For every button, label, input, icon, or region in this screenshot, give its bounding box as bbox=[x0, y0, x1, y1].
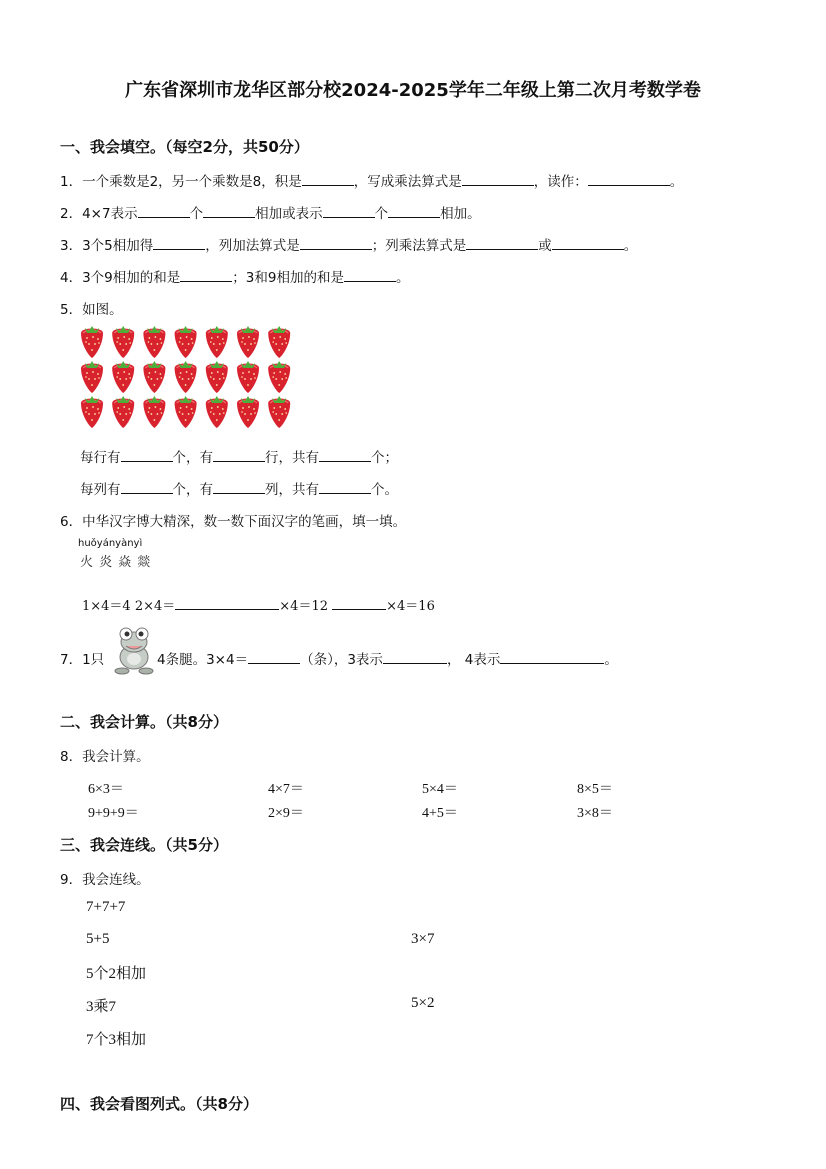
match-left-item[interactable]: 3乘7 bbox=[86, 999, 117, 1015]
strawberry-icon bbox=[237, 361, 259, 393]
strawberry-icon bbox=[206, 326, 228, 358]
q3-text-e: 。 bbox=[623, 238, 638, 254]
strawberry-icon bbox=[143, 326, 165, 358]
q6-eq-a: 1×4＝4 2×4＝ bbox=[82, 599, 176, 614]
q5-text: 行，共有 bbox=[265, 450, 319, 466]
q2-text-d: 个 bbox=[374, 206, 389, 222]
strawberry-grid bbox=[76, 324, 296, 432]
strawberry-icon bbox=[206, 361, 228, 393]
calc-item: 4+5＝ bbox=[422, 806, 458, 821]
answer-blank[interactable] bbox=[121, 479, 173, 494]
q5-column-line bbox=[80, 478, 398, 498]
answer-blank[interactable] bbox=[180, 267, 232, 282]
q4-text-c: 。 bbox=[395, 270, 410, 286]
match-left-item[interactable]: 7+7+7 bbox=[86, 899, 126, 915]
q4-text-b: ；3和9相加的和是 bbox=[232, 270, 344, 286]
answer-blank[interactable] bbox=[500, 649, 604, 664]
answer-blank[interactable] bbox=[466, 235, 538, 250]
strawberry-icon bbox=[81, 326, 103, 358]
section-heading-3: 三、我会连线。（共5分） bbox=[60, 836, 228, 854]
q7-text-b: 4条腿。3×4＝ bbox=[157, 652, 249, 668]
match-right-item[interactable]: 5×2 bbox=[411, 995, 435, 1011]
answer-blank[interactable] bbox=[344, 267, 396, 282]
answer-blank[interactable] bbox=[388, 203, 440, 218]
q2-text-c: 相加或表示 bbox=[255, 206, 323, 222]
q6-equations bbox=[82, 595, 435, 614]
match-left-item[interactable]: 5个2相加 bbox=[86, 966, 147, 982]
strawberry-icon bbox=[112, 326, 134, 358]
answer-blank[interactable] bbox=[588, 171, 670, 186]
question-3 bbox=[60, 234, 637, 254]
page-title: 广东省深圳市龙华区部分校2024-2025学年二年级上第二次月考数学卷 bbox=[125, 80, 701, 101]
question-5: 5．如图。 bbox=[60, 302, 123, 318]
answer-blank[interactable] bbox=[462, 171, 534, 186]
question-4 bbox=[60, 266, 409, 286]
q7-text-e: 。 bbox=[604, 652, 618, 668]
calc-item: 4×7＝ bbox=[268, 782, 304, 797]
calc-item: 6×3＝ bbox=[88, 782, 124, 797]
question-2 bbox=[60, 202, 481, 222]
strawberry-icon bbox=[237, 396, 259, 428]
q1-text-a: 1．一个乘数是2，另一个乘数是8，积是 bbox=[60, 174, 302, 190]
match-left-item[interactable]: 5+5 bbox=[86, 931, 110, 947]
pinyin-line: huǒyányànyì bbox=[78, 538, 143, 549]
strawberry-icon bbox=[206, 396, 228, 428]
question-1 bbox=[60, 170, 683, 190]
question-6: 6．中华汉字博大精深，数一数下面汉字的笔画，填一填。 bbox=[60, 514, 407, 530]
answer-blank[interactable] bbox=[203, 203, 255, 218]
q2-text-b: 个 bbox=[189, 206, 204, 222]
q5-text: 个，有 bbox=[172, 450, 213, 466]
answer-blank[interactable] bbox=[383, 649, 447, 664]
q5-text: 个； bbox=[371, 450, 398, 466]
answer-blank[interactable] bbox=[138, 203, 190, 218]
strawberry-icon bbox=[81, 396, 103, 428]
strawberry-icon bbox=[143, 361, 165, 393]
question-7-start: 7．1只 bbox=[60, 652, 105, 668]
q5-text: 个，有 bbox=[172, 482, 213, 498]
section-heading-1: 一、我会填空。（每空2分，共50分） bbox=[60, 138, 309, 156]
question-8: 8．我会计算。 bbox=[60, 749, 150, 765]
answer-blank[interactable] bbox=[248, 649, 300, 664]
frog-icon bbox=[114, 624, 154, 676]
q6-eq-c: ×4＝16 bbox=[386, 599, 435, 614]
q5-text: 每行有 bbox=[80, 450, 121, 466]
calc-item: 2×9＝ bbox=[268, 806, 304, 821]
strawberry-icon bbox=[268, 326, 290, 358]
answer-blank[interactable] bbox=[213, 479, 265, 494]
question-7 bbox=[157, 648, 618, 668]
strawberry-icon bbox=[175, 361, 197, 393]
strawberry-icon bbox=[143, 396, 165, 428]
answer-blank[interactable] bbox=[300, 235, 372, 250]
q3-text-c: ；列乘法算式是 bbox=[371, 238, 467, 254]
strawberry-icon bbox=[268, 361, 290, 393]
answer-blank[interactable] bbox=[332, 595, 386, 610]
q5-text: 列，共有 bbox=[265, 482, 319, 498]
q1-text-c: ，读作： bbox=[533, 174, 588, 190]
q5-text: 每列有 bbox=[80, 482, 121, 498]
strawberry-icon bbox=[112, 396, 134, 428]
q7-text-c: （条），3表示 bbox=[300, 652, 383, 668]
q6-eq-b: ×4＝12 bbox=[279, 599, 328, 614]
match-right-item[interactable]: 3×7 bbox=[411, 931, 435, 947]
question-9: 9．我会连线。 bbox=[60, 872, 150, 888]
answer-blank[interactable] bbox=[319, 479, 371, 494]
calc-item: 5×4＝ bbox=[422, 782, 458, 797]
answer-blank[interactable] bbox=[302, 171, 354, 186]
strawberry-icon bbox=[268, 396, 290, 428]
q7-text-d: ， 4表示 bbox=[446, 652, 501, 668]
calc-item: 9+9+9＝ bbox=[88, 806, 139, 821]
q4-text-a: 4．3个9相加的和是 bbox=[60, 270, 181, 286]
q3-text-a: 3．3个5相加得 bbox=[60, 238, 154, 254]
strawberry-icon bbox=[112, 361, 134, 393]
strawberry-icon bbox=[237, 326, 259, 358]
section-heading-2: 二、我会计算。（共8分） bbox=[60, 713, 228, 731]
q2-text-e: 相加。 bbox=[440, 206, 481, 222]
hanzi-line: 火 炎 焱 燚 bbox=[80, 555, 152, 570]
calc-item: 8×5＝ bbox=[577, 782, 613, 797]
answer-blank[interactable] bbox=[213, 447, 265, 462]
answer-blank[interactable] bbox=[552, 235, 624, 250]
q1-text-d: 。 bbox=[669, 174, 684, 190]
section-heading-4: 四、我会看图列式。（共8分） bbox=[60, 1095, 258, 1113]
calc-item: 3×8＝ bbox=[577, 806, 613, 821]
answer-blank[interactable] bbox=[121, 447, 173, 462]
strawberry-icon bbox=[81, 361, 103, 393]
answer-blank[interactable] bbox=[319, 447, 371, 462]
answer-blank[interactable] bbox=[175, 595, 279, 610]
q3-text-b: ，列加法算式是 bbox=[205, 238, 300, 254]
q1-text-b: ，写成乘法算式是 bbox=[353, 174, 462, 190]
strawberry-icon bbox=[175, 396, 197, 428]
match-left-item[interactable]: 7个3相加 bbox=[86, 1032, 147, 1048]
q3-text-d: 或 bbox=[538, 238, 552, 254]
q2-text-a: 2．4×7表示 bbox=[60, 206, 138, 222]
q5-text: 个。 bbox=[371, 482, 398, 498]
strawberry-icon bbox=[175, 326, 197, 358]
answer-blank[interactable] bbox=[323, 203, 375, 218]
q5-row-line bbox=[80, 446, 398, 466]
answer-blank[interactable] bbox=[153, 235, 205, 250]
